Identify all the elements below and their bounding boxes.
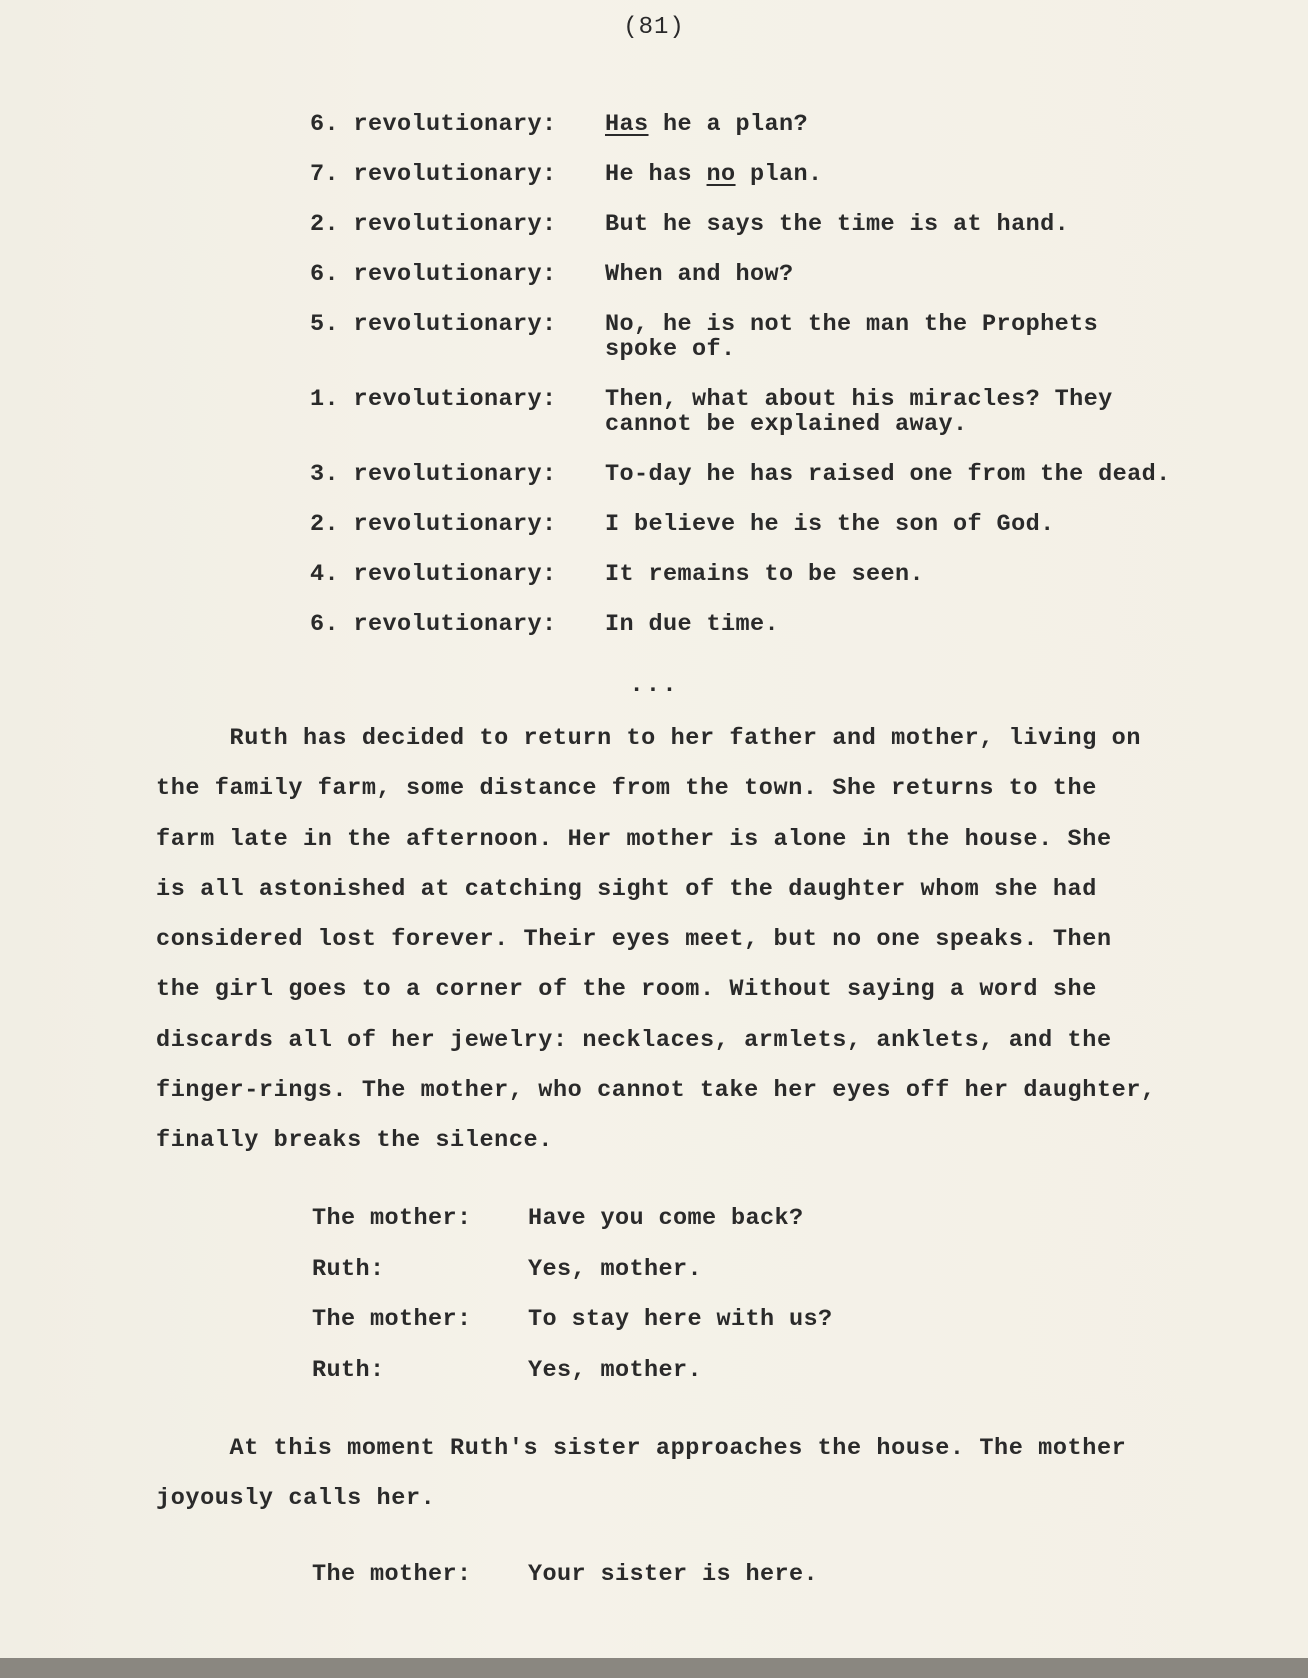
narrative-paragraph-2 bbox=[156, 1424, 1216, 1525]
speech-text bbox=[605, 462, 1230, 487]
speech-text: To stay here with us? bbox=[528, 1306, 833, 1334]
speaker-label: 7. revolutionary: bbox=[310, 161, 557, 188]
speech-fragment: When and how? bbox=[605, 261, 794, 288]
paragraph-line: the girl goes to a corner of the room. Without saying a word she bbox=[156, 976, 1097, 1004]
underlined-word: Has bbox=[605, 111, 649, 138]
speech-text bbox=[605, 512, 1230, 537]
paragraph-line: considered lost forever. Their eyes meet, but no one speaks. Then bbox=[156, 926, 1112, 954]
speech-text: Yes, mother. bbox=[528, 1255, 703, 1283]
speech-text bbox=[605, 112, 1230, 137]
speech-text: Your sister is here. bbox=[528, 1561, 819, 1588]
paragraph-line: finally breaks the silence. bbox=[156, 1127, 553, 1155]
speech-fragment: It remains to be seen. bbox=[605, 561, 925, 588]
paragraph-line: Ruth has decided to return to her father and mother, living on bbox=[156, 725, 1142, 752]
speech-fragment: To-day he has raised one from the dead. bbox=[605, 461, 1171, 488]
mother-sister-exchange bbox=[312, 1562, 818, 1613]
speaker-label: Ruth: bbox=[312, 1356, 385, 1384]
speaker-label: 2. revolutionary: bbox=[310, 211, 557, 238]
speech-fragment: Then, what about his miracles? They cannot be explained away. bbox=[605, 386, 1113, 438]
speaker-label: 6. revolutionary: bbox=[310, 111, 557, 138]
dialogue-line bbox=[310, 612, 1230, 637]
paragraph-line: discards all of her jewelry: necklaces, armlets, anklets, and the bbox=[156, 1026, 1112, 1054]
revolutionaries-dialogue bbox=[310, 112, 1230, 662]
speech-fragment: plan. bbox=[735, 161, 823, 188]
exchange-line bbox=[312, 1206, 833, 1231]
speech-fragment: But he says the time is at hand. bbox=[605, 211, 1070, 238]
exchange-line bbox=[312, 1307, 833, 1332]
speaker-label: 5. revolutionary: bbox=[310, 311, 557, 338]
page-number: (81) bbox=[623, 14, 685, 41]
paragraph-line: farm late in the afternoon. Her mother is alone in the house. She bbox=[156, 825, 1112, 853]
speech-fragment: In due time. bbox=[605, 611, 780, 638]
section-break: ... bbox=[629, 672, 679, 699]
speech-text bbox=[605, 562, 1230, 587]
speech-text bbox=[605, 212, 1230, 237]
speech-fragment: He has bbox=[605, 161, 707, 188]
speech-text: Yes, mother. bbox=[528, 1356, 703, 1384]
speaker-label: 3. revolutionary: bbox=[310, 461, 557, 488]
speech-text bbox=[605, 387, 1230, 437]
exchange-line bbox=[312, 1257, 833, 1282]
mother-ruth-exchange bbox=[312, 1206, 833, 1408]
paragraph-line: finger-rings. The mother, who cannot take her eyes off her daughter, bbox=[156, 1077, 1156, 1105]
speech-text bbox=[605, 612, 1230, 637]
speaker-label: 2. revolutionary: bbox=[310, 511, 557, 538]
speaker-label: 6. revolutionary: bbox=[310, 261, 557, 288]
dialogue-line bbox=[310, 262, 1230, 287]
speaker-label: The mother: bbox=[312, 1561, 472, 1588]
speaker-label: The mother: bbox=[312, 1306, 472, 1334]
dialogue-line bbox=[310, 462, 1230, 487]
underlined-word: no bbox=[706, 161, 736, 188]
paragraph-line: the family farm, some distance from the town. She returns to the bbox=[156, 775, 1097, 803]
narrative-paragraph-1 bbox=[156, 714, 1216, 1167]
dialogue-line bbox=[310, 112, 1230, 137]
paragraph-line: joyously calls her. bbox=[156, 1485, 436, 1513]
dialogue-line bbox=[310, 562, 1230, 587]
dialogue-line bbox=[310, 512, 1230, 537]
speech-text bbox=[605, 162, 1230, 187]
speaker-label: 6. revolutionary: bbox=[310, 611, 557, 638]
dialogue-line bbox=[310, 312, 1230, 362]
paragraph-line: At this moment Ruth's sister approaches the house. The mother bbox=[156, 1435, 1127, 1462]
speech-text: Have you come back? bbox=[528, 1205, 804, 1232]
speaker-label: 4. revolutionary: bbox=[310, 561, 557, 588]
speaker-label: The mother: bbox=[312, 1205, 472, 1232]
dialogue-line bbox=[310, 387, 1230, 437]
speech-fragment: No, he is not the man the Prophets spoke of. bbox=[605, 311, 1099, 363]
speech-text bbox=[605, 262, 1230, 287]
paragraph-line: is all astonished at catching sight of the daughter whom she had bbox=[156, 875, 1097, 903]
speech-fragment: I believe he is the son of God. bbox=[605, 511, 1055, 538]
dialogue-line bbox=[310, 162, 1230, 187]
speaker-label: 1. revolutionary: bbox=[310, 386, 557, 413]
speaker-label: Ruth: bbox=[312, 1255, 385, 1283]
speech-fragment: he a plan? bbox=[648, 111, 809, 138]
page-bottom-edge bbox=[0, 1658, 1308, 1678]
exchange-line bbox=[312, 1562, 818, 1587]
speech-text bbox=[605, 312, 1230, 362]
dialogue-line bbox=[310, 212, 1230, 237]
exchange-line bbox=[312, 1358, 833, 1383]
